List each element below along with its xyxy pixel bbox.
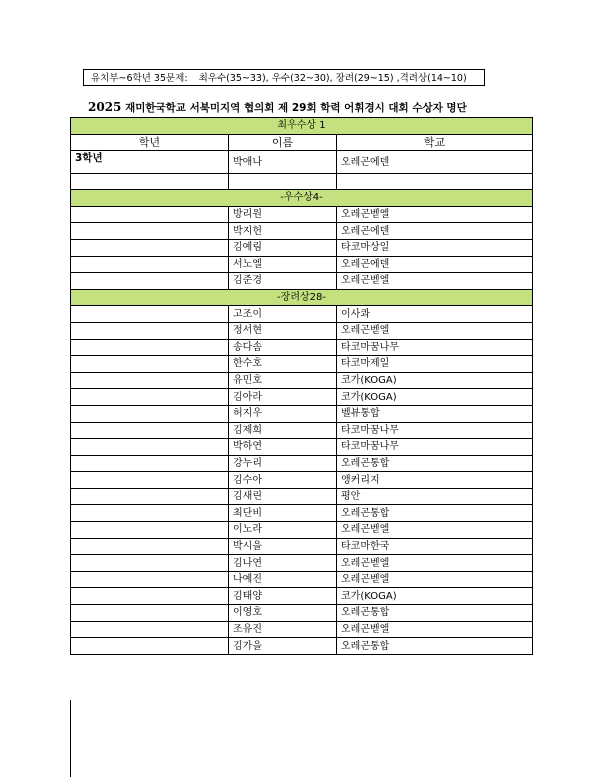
table-row [71,571,533,588]
page-edge-line [70,700,71,777]
table-row [71,206,533,223]
name-cell: 김준경 [229,273,337,290]
school-cell: 오레곤벧엘 [337,322,533,339]
school-cell: 오레곤통합 [337,605,533,622]
section-grand-prize [71,118,533,135]
name-cell: 고조이 [229,306,337,323]
school-cell: 타코마한국 [337,538,533,555]
table-row [71,422,533,439]
name-cell: 이영호 [229,605,337,622]
name-cell: 최단비 [229,505,337,522]
title-text: 재미한국학교 서북미지역 협의회 제 29회 학력 어휘경시 대회 수상자 명단 [125,102,467,114]
school-cell: 이사콰 [337,306,533,323]
scoring-ranges: 최우수(35~33), 우수(32~30), 장려(29~15) ,격려상(14~10) [198,73,467,84]
school-cell: 오레곤벧엘 [337,571,533,588]
name-cell: 김수아 [229,472,337,489]
table-row [71,488,533,505]
school-cell: 오레곤벧엘 [337,206,533,223]
title-year: 2025 [88,100,122,114]
section-title: 최우수상 1 [71,118,533,135]
header-school: 학교 [337,134,533,151]
name-cell: 박시을 [229,538,337,555]
name-cell: 한수호 [229,356,337,373]
school-cell: 평안 [337,488,533,505]
table-row [71,455,533,472]
school-cell: 타코마꿈나무 [337,422,533,439]
school-cell: 타코마상일 [337,239,533,256]
name-cell: 김나연 [229,555,337,572]
name-cell: 조유진 [229,621,337,638]
school-cell: 오레곤에덴 [337,223,533,240]
name-cell: 허지우 [229,405,337,422]
header-name: 이름 [229,134,337,151]
section-excellence [71,190,533,207]
name-cell: 박애나 [229,151,337,174]
scoring-label: 유치부~6학년 35문제: [91,73,188,84]
name-cell: 김가을 [229,638,337,655]
school-cell: 오레곤통합 [337,455,533,472]
section-title: -장려상28- [71,289,533,306]
table-row [71,638,533,655]
name-cell: 김태양 [229,588,337,605]
table-row [71,389,533,406]
name-cell: 이노라 [229,522,337,539]
table-row [71,151,533,174]
name-cell: 김제희 [229,422,337,439]
table-row [71,256,533,273]
table-row [71,356,533,373]
table-row [71,505,533,522]
table-row [71,439,533,456]
table-row [71,405,533,422]
name-cell: 박지헌 [229,223,337,240]
school-cell: 타코마꿈나무 [337,439,533,456]
table-row [71,538,533,555]
table-header-row [71,134,533,151]
section-title: -우수상4- [71,190,533,207]
table-row [71,621,533,638]
school-cell: 오레곤통합 [337,505,533,522]
school-cell: 오레곤에덴 [337,256,533,273]
grade-cell: 3학년 [71,151,229,174]
table-row [71,605,533,622]
school-cell: 오레곤벧엘 [337,522,533,539]
name-cell: 송다솜 [229,339,337,356]
name-cell: 정서현 [229,322,337,339]
table-row [71,555,533,572]
school-cell: 벨뷰통합 [337,405,533,422]
name-cell: 유민호 [229,372,337,389]
table-row [71,223,533,240]
table-row [71,273,533,290]
name-cell: 방리원 [229,206,337,223]
school-cell: 코가(KOGA) [337,389,533,406]
section-encouragement [71,289,533,306]
table-row [71,588,533,605]
name-cell: 박하연 [229,439,337,456]
table-row [71,339,533,356]
school-cell: 코가(KOGA) [337,588,533,605]
school-cell: 오레곤에덴 [337,151,533,174]
school-cell: 오레곤벧엘 [337,273,533,290]
name-cell: 김예림 [229,239,337,256]
scoring-criteria-box [83,69,485,86]
table-row [71,174,533,190]
name-cell: 김새린 [229,488,337,505]
table-row [71,472,533,489]
table-row [71,306,533,323]
name-cell: 서노엘 [229,256,337,273]
name-cell: 강누리 [229,455,337,472]
table-row [71,322,533,339]
school-cell: 오레곤통합 [337,638,533,655]
school-cell: 타코마제일 [337,356,533,373]
table-row [71,522,533,539]
school-cell: 타코마꿈나무 [337,339,533,356]
header-grade: 학년 [71,134,229,151]
winners-table [70,117,533,655]
table-row [71,239,533,256]
school-cell: 오레곤벧엘 [337,621,533,638]
name-cell: 나예진 [229,571,337,588]
table-row [71,372,533,389]
school-cell: 오레곤벧엘 [337,555,533,572]
name-cell: 김아라 [229,389,337,406]
school-cell: 앵커리지 [337,472,533,489]
page-title [88,100,467,115]
school-cell: 코가(KOGA) [337,372,533,389]
